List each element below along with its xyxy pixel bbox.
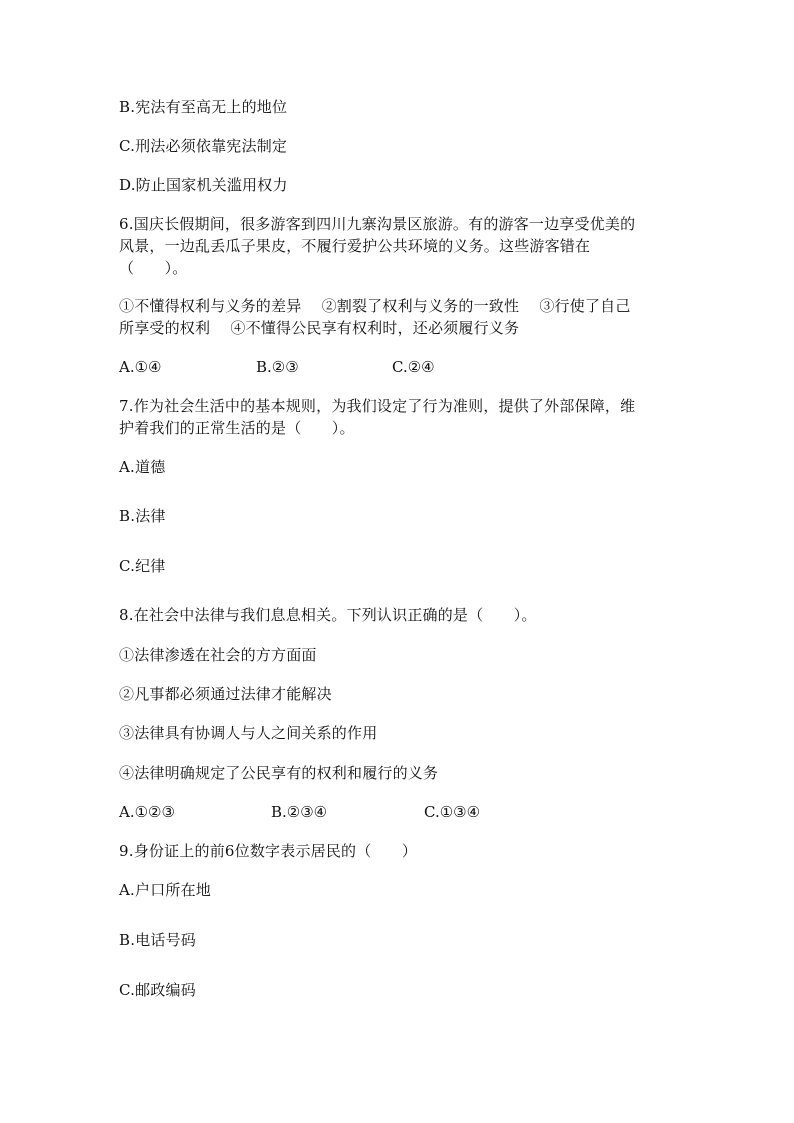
q6-option-b: B.②③ — [256, 358, 299, 376]
q5-option-c: C.刑法必须依靠宪法制定 — [119, 137, 288, 155]
q6-stem-line-2: 风景，一边乱丢瓜子果皮，不履行爱护公共环境的义务。这些游客错在 — [119, 237, 591, 255]
q8-statement-4: ④法律明确规定了公民享有的权利和履行的义务 — [119, 764, 439, 782]
q8-option-a: A.①②③ — [119, 803, 175, 821]
q9-option-c: C.邮政编码 — [119, 981, 196, 999]
q6-option-a: A.①④ — [119, 358, 162, 376]
q8-statement-1: ①法律渗透在社会的方方面面 — [119, 646, 317, 664]
q7-option-a: A.道德 — [119, 458, 166, 476]
q9-option-a: A.户口所在地 — [119, 881, 212, 899]
q7-stem-line-1: 7.作为社会生活中的基本规则，为我们设定了行为准则，提供了外部保障，维 — [119, 397, 636, 415]
q9-stem: 9.身份证上的前6位数字表示居民的（ ） — [119, 842, 418, 860]
q7-stem-line-2: 护着我们的正常生活的是（ ）。 — [119, 419, 355, 437]
q6-stem-line-1: 6.国庆长假期间，很多游客到四川九寨沟景区旅游。有的游客一边享受优美的 — [119, 215, 636, 233]
q8-option-b: B.②③④ — [271, 803, 328, 821]
q7-option-c: C.纪律 — [119, 557, 166, 575]
q5-option-b: B.宪法有至高无上的地位 — [119, 98, 288, 116]
q8-stem: 8.在社会中法律与我们息息相关。下列认识正确的是（ ）。 — [119, 606, 537, 624]
q5-option-d: D.防止国家机关滥用权力 — [119, 176, 288, 194]
q6-stem-line-3: （ ）。 — [119, 259, 188, 277]
q8-statement-2: ②凡事都必须通过法律才能解决 — [119, 685, 332, 703]
q8-option-c: C.①③④ — [424, 803, 481, 821]
q6-statement-line-2: 所享受的权利 ④不懂得公民享有权利时，还必须履行义务 — [119, 319, 520, 337]
q7-option-b: B.法律 — [119, 507, 166, 525]
q8-statement-3: ③法律具有协调人与人之间关系的作用 — [119, 724, 378, 742]
q6-option-c: C.②④ — [392, 358, 435, 376]
q6-statement-line-1: ①不懂得权利与义务的差异 ②割裂了权利与义务的一致性 ③行使了自己 — [119, 297, 631, 315]
q9-option-b: B.电话号码 — [119, 931, 196, 949]
